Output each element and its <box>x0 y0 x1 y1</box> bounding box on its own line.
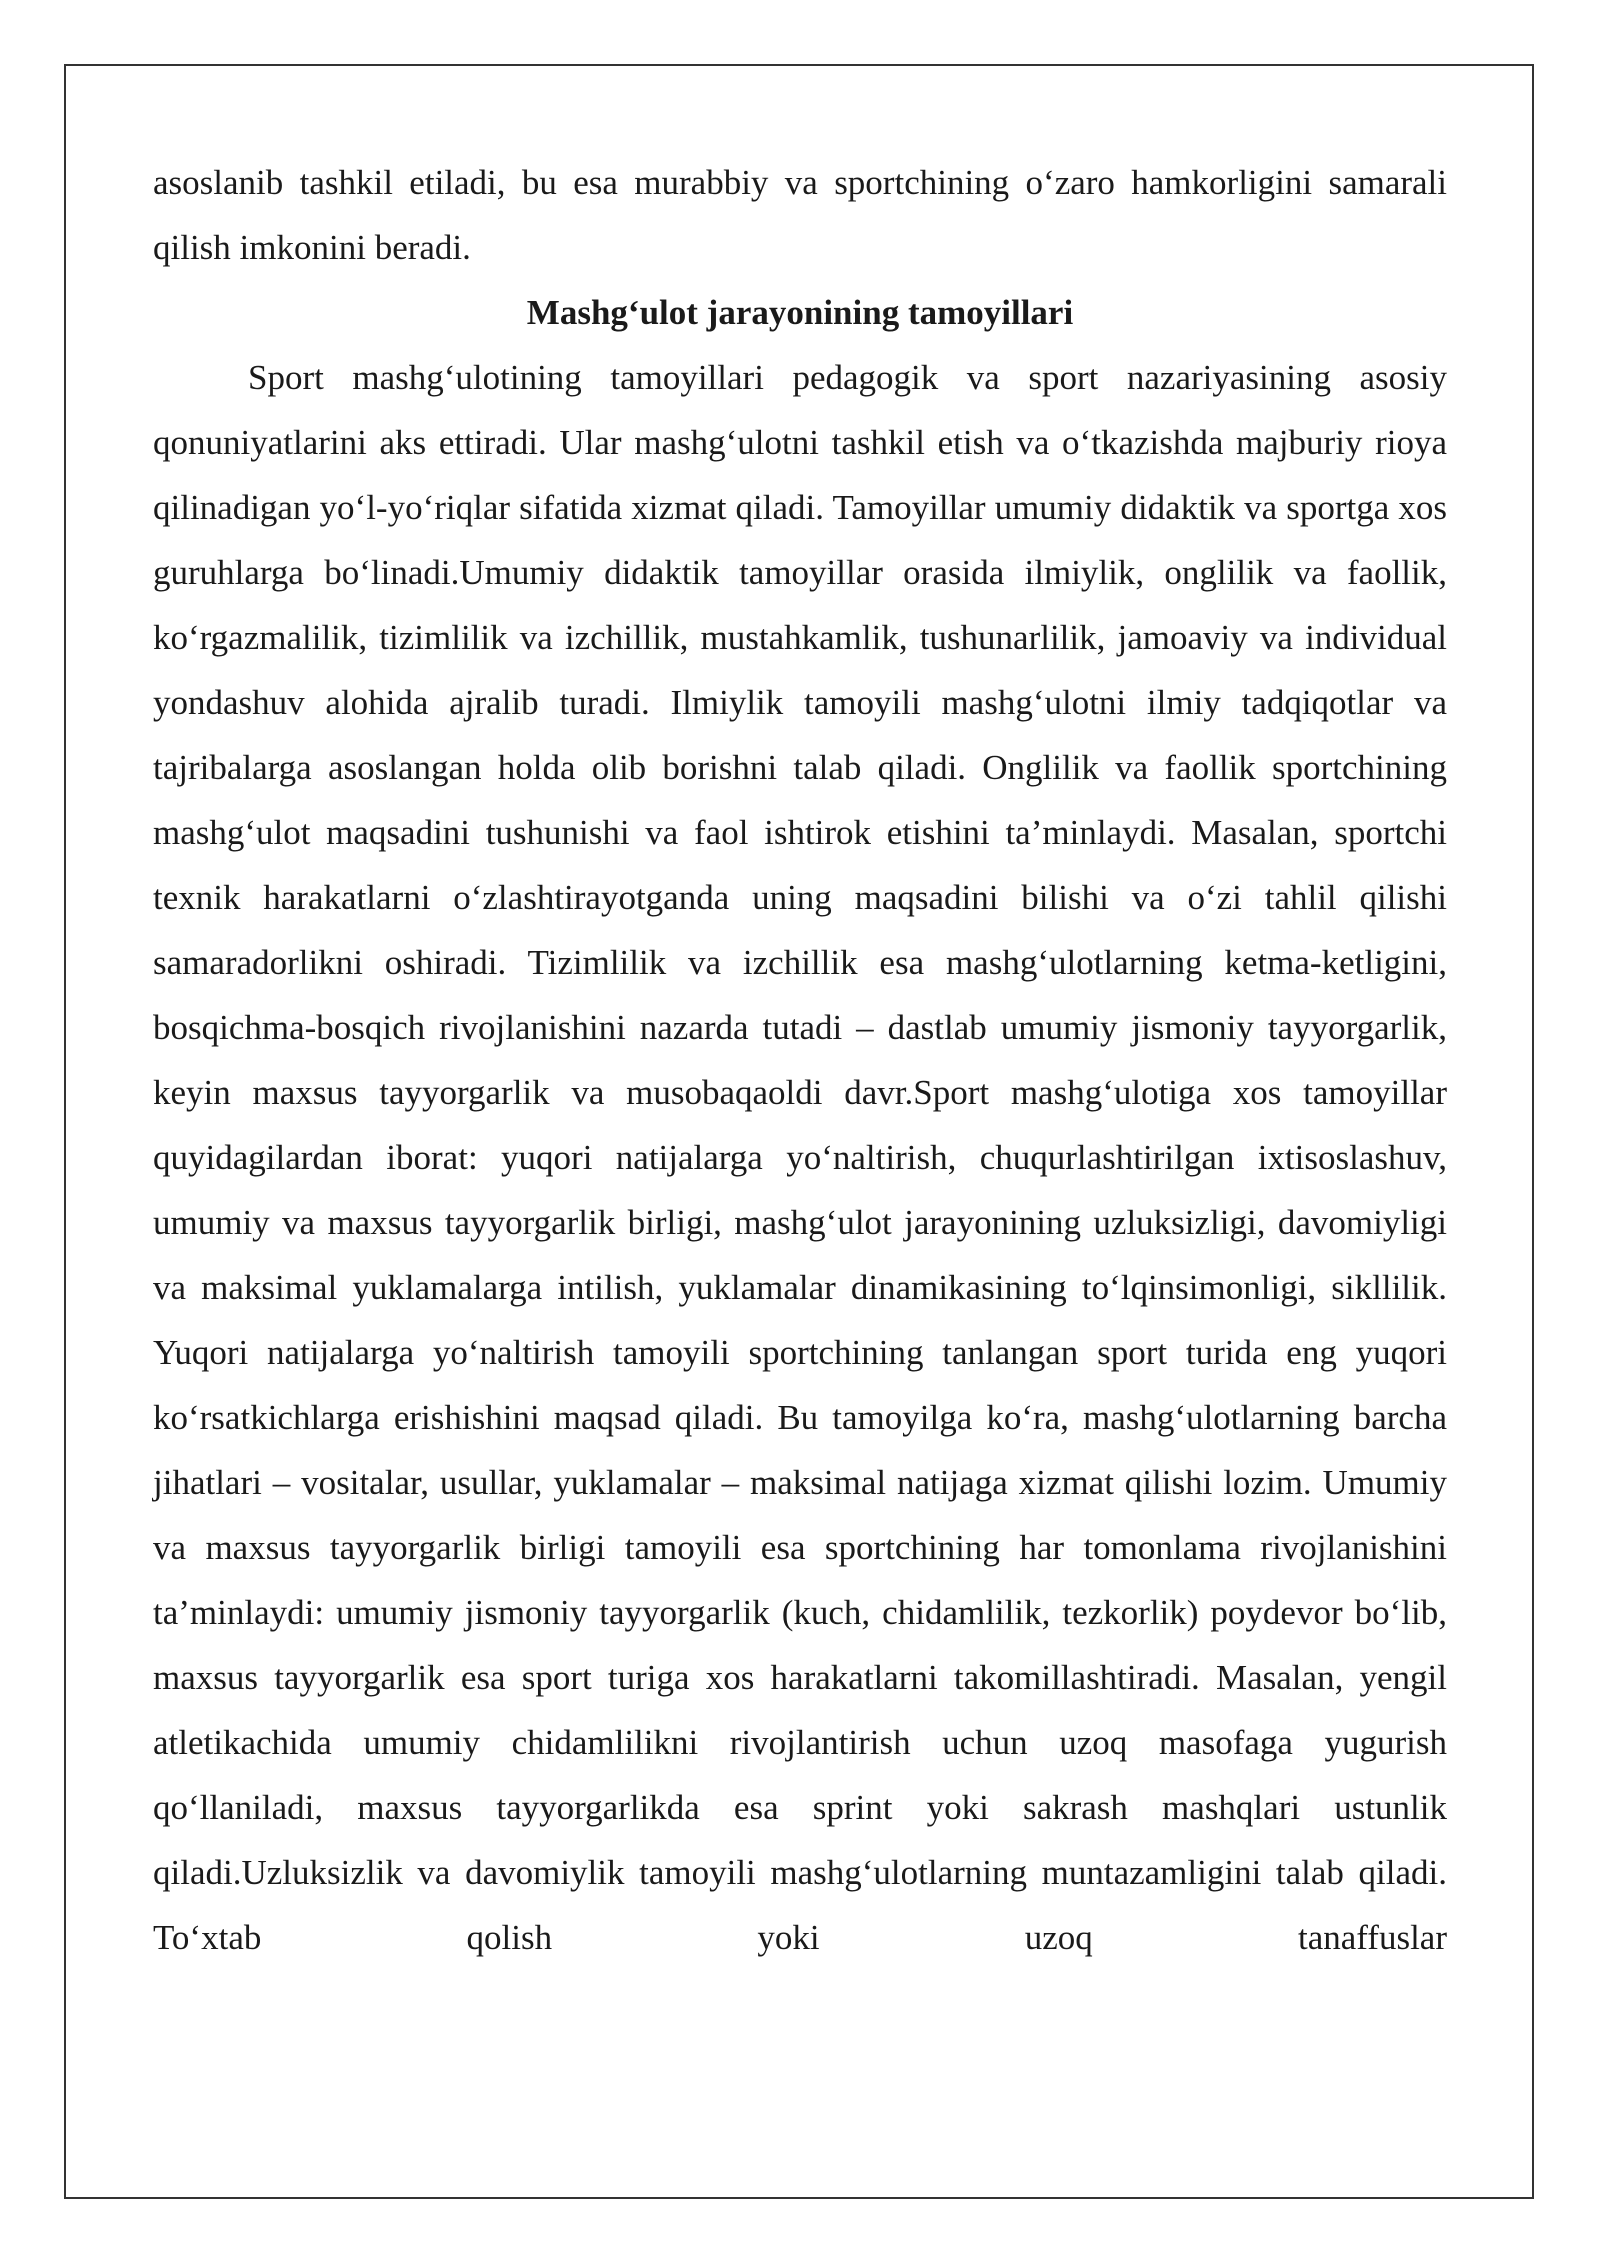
body-paragraph: Sport mashg‘ulotining tamoyillari pedagogik va sport nazariyasining asosiy qonuniyatlarini aks ettiradi. Ular mashg‘ulotni tashkil etish va o‘tkazishda majburiy rioya qilinadigan yo‘l-yo‘riqlar sifatida xizmat qiladi. Tamoyillar umumiy didaktik va sportga xos guruhlarga bo‘linadi.Umumiy didaktik tamoyillar orasida ilmiylik, onglilik va faollik, ko‘rgazmalilik, tizimlilik va izchillik, mustahkamlik, tushunarlilik, jamoaviy va individual yondashuv alohida ajralib turadi. Ilmiylik tamoyili mashg‘ulotni ilmiy tadqiqotlar va tajribalarga asoslangan holda olib borishni talab qiladi. Onglilik va faollik sportchining mashg‘ulot maqsadini tushunishi va faol ishtirok etishini ta’minlaydi. Masalan, sportchi texnik harakatlarni o‘zlashtirayotganda uning maqsadini bilishi va o‘zi tahlil qilishi samaradorlikni oshiradi. Tizimlilik va izchillik esa mashg‘ulotlarning ketma-ketligini, bosqichma-bosqich rivojlanishini nazarda tutadi – dastlab umumiy jismoniy tayyorgarlik, keyin maxsus tayyorgarlik va musobaqaoldi davr.Sport mashg‘ulotiga xos tamoyillar quyidagilardan iborat: yuqori natijalarga yo‘naltirish, chuqurlashtirilgan ixtisoslashuv, umumiy va maxsus tayyorgarlik birligi, mashg‘ulot jarayonining uzluksizligi, davomiyligi va maksimal yuklamalarga intilish, yuklamalar dinamikasining to‘lqinsimonligi, sikllilik. Yuqori natijalarga yo‘naltirish tamoyili sportchining tanlangan sport turida eng yuqori ko‘rsatkichlarga erishishini maqsad qiladi. Bu tamoyilga ko‘ra, mashg‘ulotlarning barcha jihatlari – vositalar, usullar, yuklamalar – maksimal natijaga xizmat qilishi lozim. Umumiy va maxsus tayyorgarlik birligi tamoyili esa sportchining har tomonlama rivojlanishini ta’minlaydi: umumiy jismoniy tayyorgarlik (kuch, chidamlilik, tezkorlik) poydevor bo‘lib, maxsus tayyorgarlik esa sport turiga xos harakatlarni takomillashtiradi. Masalan, yengil atletikachida umumiy chidamlilikni rivojlantirish uchun uzoq masofaga yugurish qo‘llaniladi, maxsus tayyorgarlikda esa sprint yoki sakrash mashqlari ustunlik qiladi.Uzluksizlik va davomiylik tamoyili mashg‘ulotlarning muntazamligini talab qiladi. To‘xtab qolish yoki uzoq tanaffuslar <box>153 358 1447 1957</box>
document-body <box>153 150 1447 1970</box>
section-heading: Mashg‘ulot jarayonining tamoyillari <box>526 293 1074 332</box>
continuation-paragraph: asoslanib tashkil etiladi, bu esa murabbiy va sportchining o‘zaro hamkorligini samarali qilish imkonini beradi. <box>153 163 1447 267</box>
